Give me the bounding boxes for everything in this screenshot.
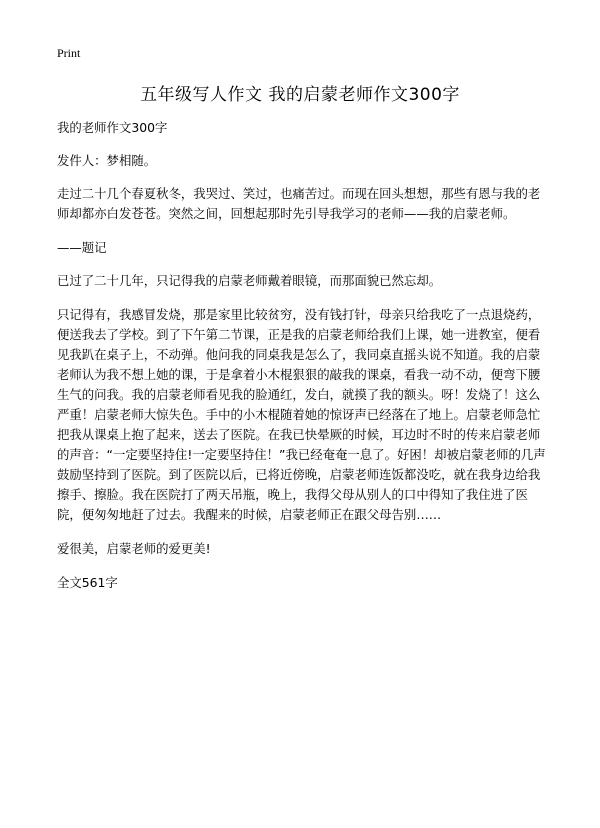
- intro-paragraph: 走过二十几个春夏秋冬，我哭过、笑过，也痛苦过。而现在回头想想，那些有恩与我的老师却都亦白发苍苍。突然之间，回想起那时先引导我学习的老师——我的启蒙老师。: [57, 186, 541, 221]
- memory-paragraph: 已过了二十几年，只记得我的启蒙老师戴着眼镜，而那面貌已然忘却。: [57, 273, 442, 288]
- print-link[interactable]: Print: [57, 46, 81, 60]
- article-body: [57, 118, 549, 607]
- closing-paragraph: 爱很美，启蒙老师的爱更美!: [57, 541, 211, 556]
- epigraph-paragraph: ——题记: [57, 240, 107, 255]
- subtitle-paragraph: 我的老师作文300字: [57, 120, 168, 135]
- word-count: 全文561字: [57, 575, 118, 590]
- article-title: 五年级写人作文 我的启蒙老师作文300字: [140, 85, 460, 105]
- sender-paragraph: 发件人：梦相随。: [57, 153, 157, 168]
- story-paragraph: 只记得有，我感冒发烧，那是家里比较贫穷，没有钱打针，母亲只给我吃了一点退烧药，便送我去了学校。到了下午第二节课，正是我的启蒙老师给我们上课，她一进教室，便看见我趴在桌子上，不动弹。他问我的同桌我是怎么了，我同桌直摇头说不知道。我的启蒙老师认为我不想上她的课，于是拿着小木棍狠狠的敲我的课桌，看我一动不动，便弯下腰生气的问我。我的启蒙老师看见我的脸通红，发白，就摸了我的额头。呀！发烧了！这么严重！启蒙老师大惊失色。手中的小木棍随着她的惊讶声已经落在了地上。启蒙老师急忙把我从课桌上抱了起来，送去了医院。在我已快晕厥的时候，耳边时不时的传来启蒙老师的声音：“一定要坚持住!一定要坚持住！”我已经奄奄一息了。好困！却被启蒙老师的几声鼓励坚持到了医院。到了医院以后，已将近傍晚，启蒙老师连饭都没吃，就在我身边给我擦手、擦脸。我在医院打了两天吊瓶，晚上，我得父母从别人的口中得知了我住进了医院，便匆匆地赶了过去。我醒来的时候，启蒙老师正在跟父母告别……: [57, 307, 546, 522]
